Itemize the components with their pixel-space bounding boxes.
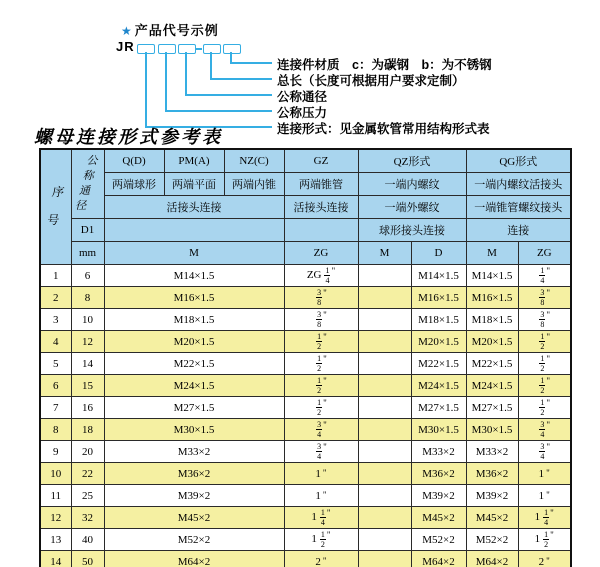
qg-m-cell: M14×1.5 [466,265,518,287]
seq-cell: 4 [40,331,71,353]
qz-m-cell [358,309,411,331]
header-qg-row4: 连接 [466,219,571,242]
header-gz-ends: 两端锥管 [284,173,358,196]
dn-cell: 12 [71,331,104,353]
qz-m-cell [358,551,411,567]
dn-cell: 15 [71,375,104,397]
header-m-label: M [104,242,284,265]
qg-zg-cell: 1 $\frac{1}{2}$ " [518,529,571,551]
header-qz-row3: 一端外螺纹 [358,196,466,219]
gz-cell: 2 " [284,551,358,567]
qz-d-cell: M45×2 [411,507,466,529]
qg-m-cell: M24×1.5 [466,375,518,397]
qz-d-cell: M24×1.5 [411,375,466,397]
qg-m-cell: M27×1.5 [466,397,518,419]
qg-zg-cell: 1 " [518,485,571,507]
seq-cell: 10 [40,463,71,485]
qg-m-cell: M18×1.5 [466,309,518,331]
qz-d-cell: M22×1.5 [411,353,466,375]
m-cell: M27×1.5 [104,397,284,419]
seq-cell: 14 [40,551,71,567]
qg-m-cell: M52×2 [466,529,518,551]
code-label-material: 连接件材质 c：为碳钢 b：为不锈钢 [277,58,492,72]
qz-d-cell: M20×1.5 [411,331,466,353]
qg-zg-cell: 1 $\frac{1}{4}$ " [518,507,571,529]
connector-line [165,52,167,111]
connector-line [210,52,212,79]
table-row [40,331,571,353]
m-cell: M22×1.5 [104,353,284,375]
star-icon: ★ [121,24,133,38]
qg-zg-cell: $\frac{1}{4}$ " [518,265,571,287]
qg-zg-cell: $\frac{3}{8}$ " [518,309,571,331]
header-nz-ends: 两端内锥 [224,173,284,196]
qz-m-cell [358,265,411,287]
qz-m-cell [358,419,411,441]
code-label-connection: 连接形式：见金属软管常用结构形式表 [277,122,490,136]
header-qg-unit-zg: ZG [518,242,571,265]
dn-cell: 10 [71,309,104,331]
dn-cell: 16 [71,397,104,419]
qg-zg-cell: $\frac{3}{4}$ " [518,419,571,441]
header-seq-text: 序号 [46,185,66,227]
gz-cell: $\frac{3}{4}$ " [284,441,358,463]
code-box [178,44,196,54]
connector-line [165,110,272,112]
seq-cell: 8 [40,419,71,441]
seq-cell: 9 [40,441,71,463]
qg-m-cell: M30×1.5 [466,419,518,441]
connector-line [230,62,272,64]
dn-cell: 25 [71,485,104,507]
table-header [40,149,571,265]
m-cell: M14×1.5 [104,265,284,287]
connector-line [185,52,187,95]
m-cell: M30×1.5 [104,419,284,441]
qg-m-cell: M64×2 [466,551,518,567]
table-row [40,375,571,397]
header-qz-code: QZ形式 [358,149,466,173]
gz-cell: $\frac{3}{8}$ " [284,287,358,309]
m-cell: M24×1.5 [104,375,284,397]
seq-cell: 6 [40,375,71,397]
gz-cell: 1 $\frac{1}{4}$ " [284,507,358,529]
table-row [40,463,571,485]
header-q-ends: 两端球形 [104,173,164,196]
table-row [40,265,571,287]
header-pm-code: PM(A) [164,149,224,173]
header-mm: mm [71,242,104,265]
table-row [40,485,571,507]
header-nominal-diameter [71,149,104,219]
m-cell: M18×1.5 [104,309,284,331]
qz-d-cell: M52×2 [411,529,466,551]
table-row [40,441,571,463]
qz-d-cell: M27×1.5 [411,397,466,419]
header-empty [104,219,284,242]
header-seq [40,149,71,265]
gz-cell: $\frac{1}{2}$ " [284,397,358,419]
header-qg-code: QG形式 [466,149,571,173]
connector-line [145,52,147,127]
table-row [40,309,571,331]
code-dash [195,48,202,50]
qz-m-cell [358,529,411,551]
header-qg-row2: 一端内螺纹活接头 [466,173,571,196]
gz-cell: $\frac{3}{8}$ " [284,309,358,331]
header-nominal-diameter-text: 公称通径 [75,155,101,212]
qz-d-cell: M33×2 [411,441,466,463]
qz-m-cell [358,375,411,397]
seq-cell: 7 [40,397,71,419]
header-pm-ends: 两端平面 [164,173,224,196]
qg-m-cell: M39×2 [466,485,518,507]
seq-cell: 3 [40,309,71,331]
qg-m-cell: M36×2 [466,463,518,485]
header-gz-unit: ZG [284,242,358,265]
code-label-length: 总长（长度可根据用户要求定制） [277,74,465,88]
gz-cell: 1 " [284,485,358,507]
code-box [158,44,176,54]
qg-zg-cell: $\frac{1}{2}$ " [518,375,571,397]
seq-cell: 12 [40,507,71,529]
qz-d-cell: M36×2 [411,463,466,485]
product-code-heading [121,20,219,39]
qz-d-cell: M18×1.5 [411,309,466,331]
header-union-connection: 活接头连接 [104,196,284,219]
qg-m-cell: M20×1.5 [466,331,518,353]
code-box [203,44,221,54]
seq-cell: 2 [40,287,71,309]
dn-cell: 14 [71,353,104,375]
m-cell: M36×2 [104,463,284,485]
qz-m-cell [358,485,411,507]
dn-cell: 20 [71,441,104,463]
m-cell: M52×2 [104,529,284,551]
product-code-heading-text: 产品代号示例 [134,23,219,38]
code-label-pressure: 公称压力 [277,106,328,120]
seq-cell: 13 [40,529,71,551]
seq-cell: 11 [40,485,71,507]
table-row [40,353,571,375]
gz-cell: $\frac{1}{2}$ " [284,331,358,353]
dn-cell: 32 [71,507,104,529]
dn-cell: 50 [71,551,104,567]
header-nz-code: NZ(C) [224,149,284,173]
m-cell: M39×2 [104,485,284,507]
gz-cell: 1 " [284,463,358,485]
qz-m-cell [358,353,411,375]
code-label-diameter: 公称通径 [277,90,328,104]
m-cell: M16×1.5 [104,287,284,309]
qz-d-cell: M14×1.5 [411,265,466,287]
table-title: 螺母连接形式参考表 [34,127,223,147]
qg-m-cell: M45×2 [466,507,518,529]
qz-m-cell [358,507,411,529]
m-cell: M64×2 [104,551,284,567]
qz-d-cell: M64×2 [411,551,466,567]
qg-zg-cell: 2 " [518,551,571,567]
table-row [40,287,571,309]
gz-cell: 1 $\frac{1}{2}$ " [284,529,358,551]
qg-zg-cell: $\frac{1}{2}$ " [518,353,571,375]
gz-cell: ZG $\frac{1}{4}$ " [284,265,358,287]
qz-d-cell: M30×1.5 [411,419,466,441]
header-d1: D1 [71,219,104,242]
qg-zg-cell: $\frac{3}{4}$ " [518,441,571,463]
gz-cell: $\frac{3}{4}$ " [284,419,358,441]
qz-m-cell [358,331,411,353]
qz-m-cell [358,397,411,419]
dn-cell: 40 [71,529,104,551]
header-q-code: Q(D) [104,149,164,173]
m-cell: M45×2 [104,507,284,529]
table-row [40,397,571,419]
m-cell: M33×2 [104,441,284,463]
m-cell: M20×1.5 [104,331,284,353]
gz-cell: $\frac{1}{2}$ " [284,353,358,375]
qz-m-cell [358,287,411,309]
header-gz-connection: 活接头连接 [284,196,358,219]
dn-cell: 6 [71,265,104,287]
dn-cell: 22 [71,463,104,485]
nut-connection-table [39,148,572,567]
table-row [40,419,571,441]
qz-m-cell [358,441,411,463]
table-row [40,551,571,567]
qz-d-cell: M39×2 [411,485,466,507]
header-qg-unit-m: M [466,242,518,265]
gz-cell: $\frac{1}{2}$ " [284,375,358,397]
table-body [40,265,571,567]
header-qg-row3: 一端锥管螺纹接头 [466,196,571,219]
qg-zg-cell: 1 " [518,463,571,485]
qz-m-cell [358,463,411,485]
header-qz-unit-d: D [411,242,466,265]
qg-m-cell: M16×1.5 [466,287,518,309]
qg-zg-cell: $\frac{3}{8}$ " [518,287,571,309]
qg-zg-cell: $\frac{1}{2}$ " [518,397,571,419]
qg-m-cell: M22×1.5 [466,353,518,375]
header-qz-unit-m: M [358,242,411,265]
connector-line [185,94,272,96]
seq-cell: 5 [40,353,71,375]
header-qz-row4: 球形接头连接 [358,219,466,242]
table-row [40,507,571,529]
code-prefix: JR [116,39,135,54]
header-empty [284,219,358,242]
dn-cell: 8 [71,287,104,309]
qg-zg-cell: $\frac{1}{2}$ " [518,331,571,353]
code-box [223,44,241,54]
table-row [40,529,571,551]
connector-line [210,78,272,80]
qz-d-cell: M16×1.5 [411,287,466,309]
qg-m-cell: M33×2 [466,441,518,463]
header-qz-row2: 一端内螺纹 [358,173,466,196]
dn-cell: 18 [71,419,104,441]
header-gz-code: GZ [284,149,358,173]
seq-cell: 1 [40,265,71,287]
